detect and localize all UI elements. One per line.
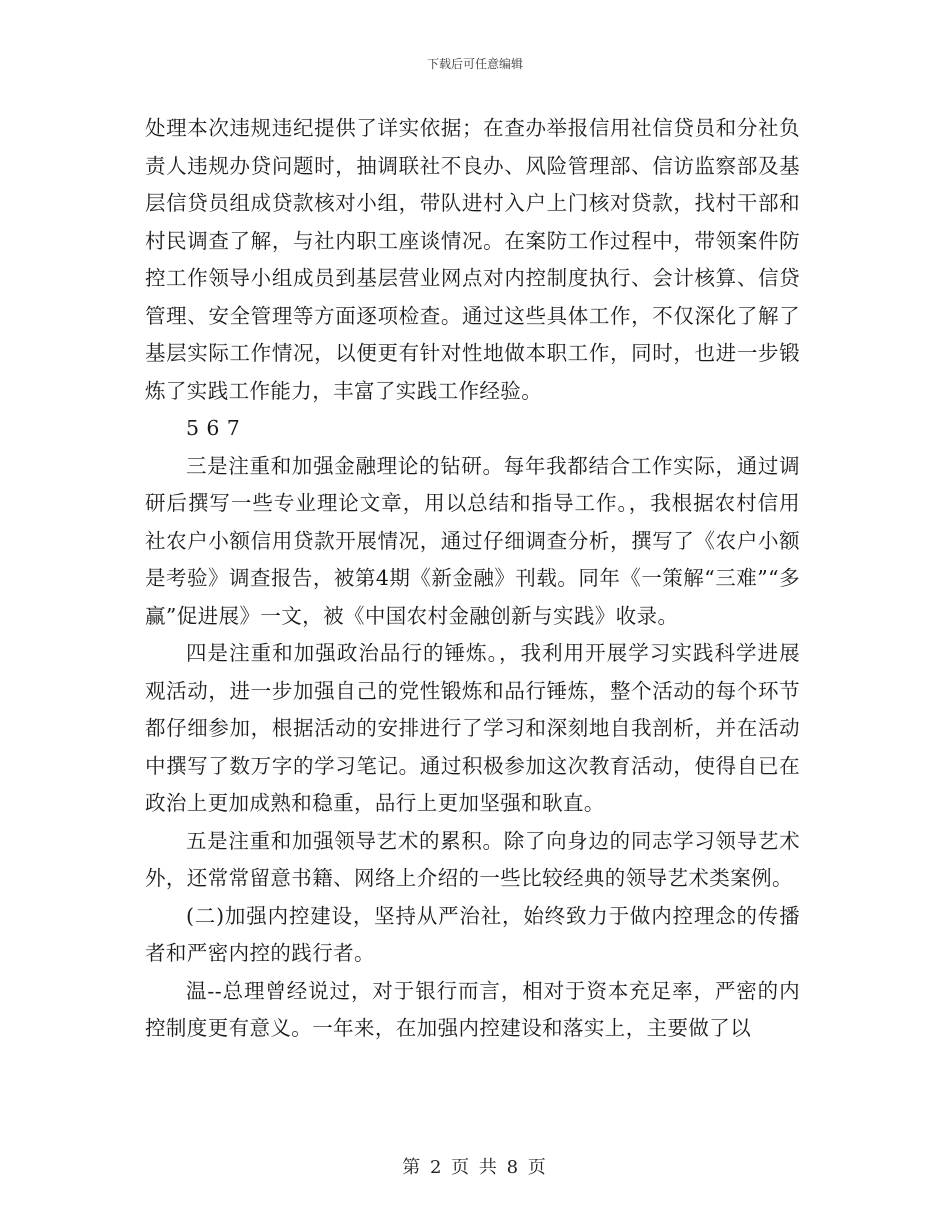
paragraph-internal-control-heading: (二)加强内控建设，坚持从严治社，始终致力于做内控理念的传播者和严密内控的践行者。: [145, 903, 800, 965]
paragraph-political-conduct: 四是注重和加强政治品行的锤炼。，我利用开展学习实践科学进展观活动，进一步加强自己的党性锻炼和品行锤炼，整个活动的每个环节都仔细参加，根据活动的安排进行了学习和深刻地自我剖析，并在活动中撰写了数万字的学习笔记。通过积极参加这次教育活动，使得自已在政治上更加成熟和稳重，品行上更加坚强和耿直。: [145, 641, 800, 815]
paragraph-finance-theory: 三是注重和加强金融理论的钻研。每年我都结合工作实际，通过调研后撰写一些专业理论文章，用以总结和指导工作。，我根据农村信用社农户小额信用贷款开展情况，通过仔细调查分析，撰写了《农户小额是考验》调查报告，被第4期《新金融》刊载。同年《一策解“三难”“多赢”促进展》一文，被《中国农村金融创新与实践》收录。: [145, 453, 800, 628]
paragraph-case-investigation: 处理本次违规违纪提供了详实依据；在查办举报信用社信贷员和分社负责人违规办贷问题时，抽调联社不良办、风险管理部、信访监察部及基层信贷员组成贷款核对小组，带队进村入户上门核对贷款，找村干部和村民调查了解，与社内职工座谈情况。在案防工作过程中，带领案件防控工作领导小组成员到基层营业网点对内控制度执行、会计核算、信贷管理、安全管理等方面逐项检查。通过这些具体工作，不仅深化了解了基层实际工作情况，以便更有针对性地做本职工作，同时，也进一步锻炼了实践工作能力，丰富了实践工作经验。: [145, 116, 800, 403]
paragraph-page-numbers: 5 6 7: [186, 416, 241, 440]
paragraph-leadership-art: 五是注重和加强领导艺术的累积。除了向身边的同志学习领导艺术外，还常常留意书籍、网络上介绍的一些比较经典的领导艺术类案例。: [145, 828, 800, 890]
document-body: [145, 110, 800, 1048]
paragraph-internal-control: 温--总理曾经说过，对于银行而言，相对于资本充足率，严密的内控制度更有意义。一年来，在加强内控建设和落实上，主要做了以: [145, 978, 800, 1040]
page-footer-number: 第 2 页 共 8 页: [402, 1157, 548, 1178]
page-header-note: 下载后可任意编辑: [426, 57, 523, 71]
